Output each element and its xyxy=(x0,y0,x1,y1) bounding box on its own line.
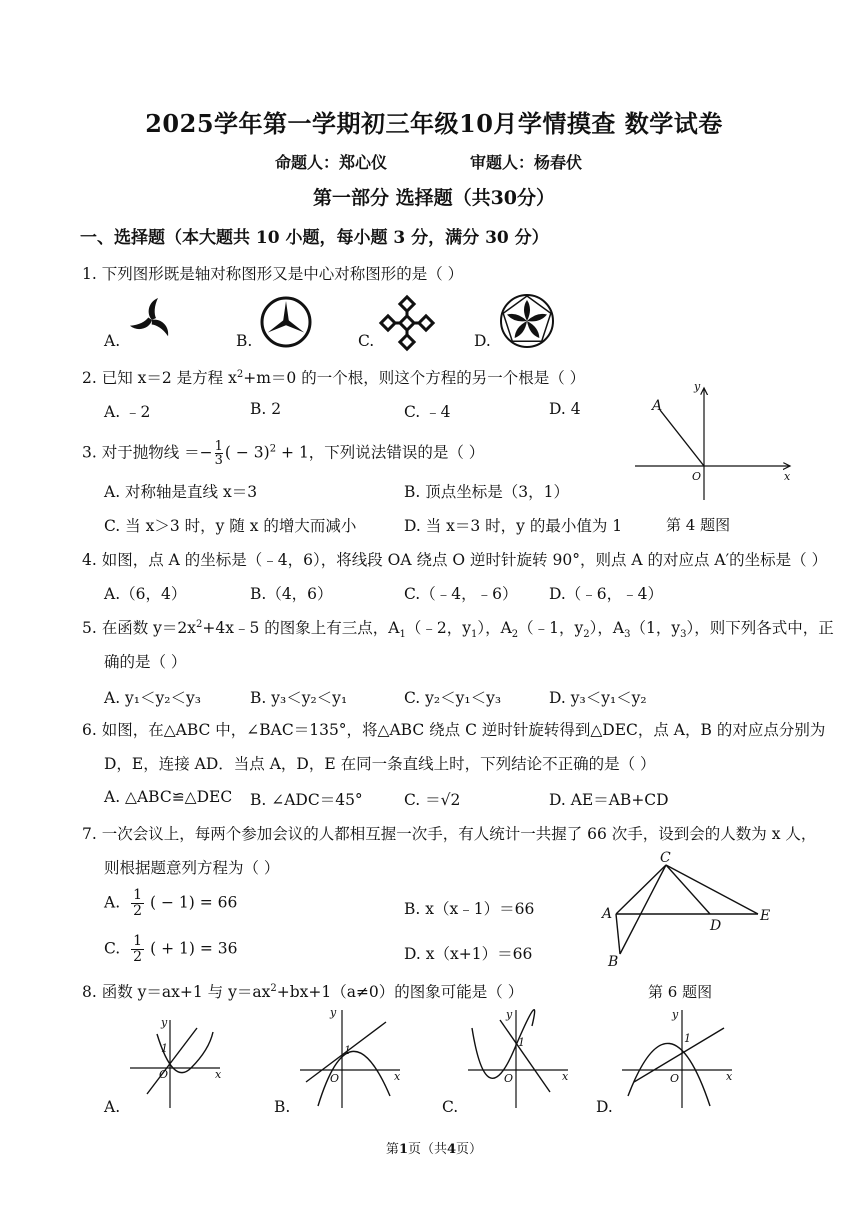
q1-stem: 1. 下列图形既是轴对称图形又是中心对称图形的是（ ） xyxy=(82,265,464,283)
svg-text:x: x xyxy=(562,1070,569,1083)
q1-option-b[interactable]: B. xyxy=(236,332,253,350)
q7-option-a[interactable]: A. $\frac{1}{2}$ ( − 1) = 66 xyxy=(104,887,238,919)
svg-text:x: x xyxy=(394,1070,401,1083)
q5-option-c[interactable]: C. y₂＜y₁＜y₃ xyxy=(404,689,502,707)
part-heading: 第一部分 选择题（共30分） xyxy=(312,187,556,209)
q4-option-d[interactable]: D.（﹣6，﹣4） xyxy=(549,585,664,603)
q7-option-d[interactable]: D. x（x+1）＝66 xyxy=(404,945,533,963)
q8-graph-b xyxy=(298,1006,408,1112)
q2-option-d[interactable]: D. 4 xyxy=(549,400,581,418)
q8-stem: 8. 函数 y＝ax+1 与 $y=ax^2+bx+1(a\ne 0)$的图象可能是（ ） xyxy=(82,982,524,1001)
svg-text:y: y xyxy=(161,1016,168,1029)
svg-text:1: 1 xyxy=(684,1032,691,1045)
reviewer-name: 审题人：杨春伏 xyxy=(470,153,583,172)
svg-text:O: O xyxy=(504,1072,514,1085)
q5-stem: 5. 在函数 $y=2x^2+4x﹣5$ 的图象上有三点，$A_1(﹣2$，$y_1$），$A_2(﹣1$，$y_2$），$A_3(1$，$y_3$），则下列各式中，正 xyxy=(82,618,834,641)
q2-option-c[interactable]: C. ﹣4 xyxy=(404,403,451,421)
q4-option-c[interactable]: C.（﹣4，﹣6） xyxy=(404,585,518,603)
q5-option-a[interactable]: A. y₁＜y₂＜y₃ xyxy=(104,689,201,707)
q4-figure xyxy=(630,380,800,505)
q5-stem-line2: 确的是（ ） xyxy=(104,653,187,671)
q7-stem-line1: 7. 一次会议上，每两个参加会议的人都相互握一次手，有人统计一共握了 66 次手，设到会的人数为 x 人， xyxy=(82,825,817,843)
diamond-cross-icon xyxy=(380,298,434,350)
q6-figure xyxy=(596,850,776,970)
q6-figure-caption: 第 6 题图 xyxy=(648,983,713,1001)
q4-origin: O xyxy=(692,470,702,483)
page-title: 2025学年第一学期初三年级10月学情摸查 数学试卷 xyxy=(145,109,723,138)
q8-graph-d xyxy=(620,1006,738,1112)
q2-stem: 2. 已知 x＝2 是方程 $x^2+m=0$ 的一个根，则这个方程的另一个根是（ ） xyxy=(82,368,586,387)
q8-graph-c xyxy=(466,1006,576,1112)
q3-option-a[interactable]: A. 对称轴是直线 x＝3 xyxy=(104,483,258,501)
q8-option-a[interactable]: A. xyxy=(104,1098,121,1116)
q7-option-c[interactable]: C. $\frac{1}{2}$ ( + 1) = 36 xyxy=(104,933,238,965)
q3-option-d[interactable]: D. 当 x＝3 时，y 的最小值为 1 xyxy=(404,517,623,535)
q4-y-label: y xyxy=(694,380,701,393)
svg-text:y: y xyxy=(330,1006,337,1019)
q8-option-b[interactable]: B. xyxy=(274,1098,291,1116)
q4-figure-caption: 第 4 题图 xyxy=(666,516,731,534)
mercedes-star-icon xyxy=(258,294,314,350)
q7-option-b[interactable]: B. x（x﹣1）＝66 xyxy=(404,900,535,918)
q6-option-c[interactable]: C. ＝√2 xyxy=(404,791,461,809)
svg-text:1: 1 xyxy=(344,1044,351,1057)
q4-option-b[interactable]: B.（4，6） xyxy=(250,585,333,603)
q8-option-c[interactable]: C. xyxy=(442,1098,459,1116)
q4-segment-oa xyxy=(660,410,704,466)
svg-text:O: O xyxy=(330,1072,340,1085)
q6-point-c: C xyxy=(660,850,671,866)
q1-option-d[interactable]: D. xyxy=(474,332,491,350)
q6-point-e: E xyxy=(760,908,771,924)
svg-text:x: x xyxy=(215,1068,222,1081)
q8-option-d[interactable]: D. xyxy=(596,1098,613,1116)
pentagon-star-icon xyxy=(498,292,556,350)
svg-text:1: 1 xyxy=(161,1042,168,1055)
page-footer: 第1页（共4页） xyxy=(385,1142,483,1157)
svg-text:1: 1 xyxy=(518,1036,525,1049)
section-heading: 一、选择题（本大题共 10 小题，每小题 3 分，满分 30 分） xyxy=(80,228,549,248)
q1-option-a[interactable]: A. xyxy=(104,332,121,350)
q6-option-d[interactable]: D. AE＝AB+CD xyxy=(549,791,669,809)
q4-point-a: A xyxy=(652,398,663,414)
q3-option-b[interactable]: B. 顶点坐标是（3，1） xyxy=(404,483,569,501)
q6-option-a[interactable]: A. △ABC≌△DEC xyxy=(104,788,233,806)
svg-text:y: y xyxy=(672,1008,679,1021)
q5-option-b[interactable]: B. y₃＜y₂＜y₁ xyxy=(250,689,348,707)
q6-point-a: A xyxy=(602,906,613,922)
svg-text:y: y xyxy=(506,1008,513,1021)
svg-text:O: O xyxy=(670,1072,680,1085)
q8-graph-a xyxy=(125,1012,230,1112)
svg-text:O: O xyxy=(159,1068,169,1081)
q4-x-label: x xyxy=(784,470,791,483)
q6-point-d: D xyxy=(710,918,722,934)
q7-stem-line2: 则根据题意列方程为（ ） xyxy=(104,859,280,877)
svg-text:x: x xyxy=(726,1070,733,1083)
setter-name: 命题人：郑心仪 xyxy=(275,153,388,172)
q2-option-a[interactable]: A. ﹣2 xyxy=(104,403,151,421)
q3-option-c[interactable]: C. 当 x＞3 时，y 随 x 的增大而减小 xyxy=(104,517,357,535)
q3-stem: 3. 对于抛物线 ＝− $\frac{1}{3}$ ( − 3)$^2$ + 1，下列说法错误的是（ ） xyxy=(82,439,485,468)
q1-option-c[interactable]: C. xyxy=(358,332,375,350)
q5-option-d[interactable]: D. y₃＜y₁＜y₂ xyxy=(549,689,647,707)
q6-stem-line1: 6. 如图，在△ABC 中，∠BAC＝135°，将△ABC 绕点 C 逆时针旋转得到△DEC，点 A，B 的对应点分别为 xyxy=(82,721,826,739)
q4-option-a[interactable]: A.（6，4） xyxy=(104,585,187,603)
q6-option-b[interactable]: B. ∠ADC＝45° xyxy=(250,791,363,809)
q6-stem-line2: D，E，连接 AD．当点 A，D，E 在同一条直线上时，下列结论不正确的是（ ） xyxy=(104,755,656,773)
q2-option-b[interactable]: B. 2 xyxy=(250,400,282,418)
q4-stem: 4. 如图，点 A 的坐标是（﹣4，6），将线段 OA 绕点 O 逆时针旋转 90°，则点 A 的对应点 A′的坐标是（ ） xyxy=(82,551,828,569)
q6-point-b: B xyxy=(608,954,619,970)
pinwheel-icon xyxy=(122,296,182,346)
